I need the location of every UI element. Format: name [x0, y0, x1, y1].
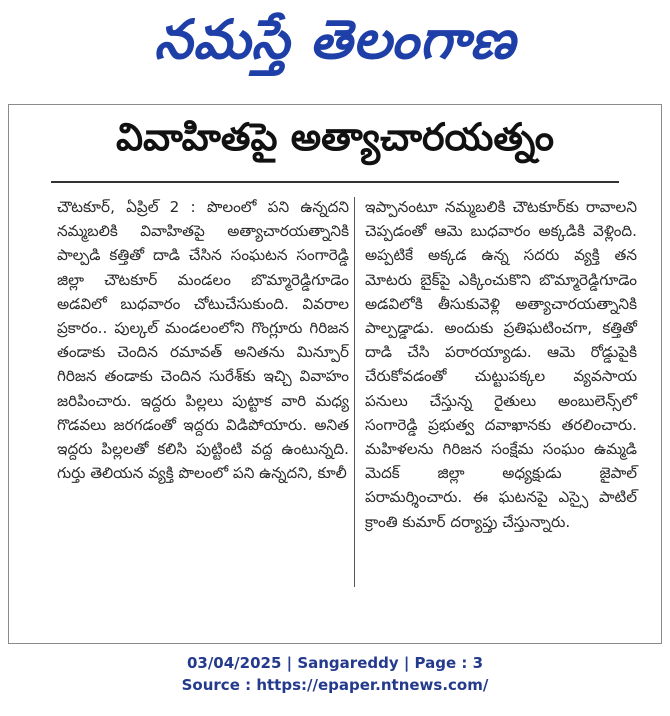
newspaper-logo-title: నమస్తే తెలంగాణ [154, 7, 516, 71]
article-column-left: చౌటకూర్, ఏప్రిల్ 2 : పొలంలో పని ఉన్నదని నమ్మబలికి వివాహితపై అత్యాచారయత్నానికి పాల్పడి కత్తితో దాడి చేసిన సంఘటన సంగారెడ్డి జిల్లా చౌటకూర్ మండలం బొమ్మారెడ్డిగూడెం అడవిలో బుధవారం చోటుచేసుకుంది. వివరాల ప్రకారం.. పుల్కల్ మండలంలోని గొంగ్లూరు గిరిజన తండాకు చెందిన రమావత్ అనితను మిన్పూర్ గిరిజన తండాకు చెందిన సురేశ్‌కు ఇచ్చి వివాహం జరిపించారు. ఇద్దరు పిల్లలు పుట్టాక వారి మధ్య గొడవలు జరగడంతో ఇద్దరు విడిపోయారు. అనిత ఇద్దరు పిల్లలతో కలిసి పుట్టింటి వద్ద ఉంటున్నది. గుర్తు తెలియన వ్యక్తి పొలంలో పని ఉన్నదని, కూలీ [57, 198, 349, 483]
column-divider [354, 197, 355, 587]
masthead [0, 0, 670, 92]
article-clipping [8, 104, 662, 644]
footer-date-edition: 03/04/2025 | Sangareddy | Page : 3 [186, 654, 484, 672]
footer [0, 652, 670, 696]
article-column-right: ఇప్పానంటూ నమ్మబలికి చౌటకూర్‌కు రావాలని చెప్పడంతో ఆమె బుధవారం అక్కడికి వెళ్లింది. అప్పటికే అక్కడ ఉన్న సదరు వ్యక్తి తన మోటరు బైక్‌పై ఎక్కించుకొని బొమ్మారెడ్డిగూడెం అడవిలోకి తీసుకువెళ్లి అత్యాచారయత్నానికి పాల్పడ్డాడు. అందుకు ప్రతిఘటించగా, కత్తితో దాడి చేసి పరారయ్యాడు. ఆమె రోడ్డుపైకి చేరుకోవడంతో చుట్టుపక్కల వ్యవసాయ పనులు చేస్తున్న రైతులు అంబులెన్స్‌లో సంగారెడ్డి ప్రభుత్వ దవాఖానకు తరలించారు. మహిళలను గిరిజన సంక్షేమ సంఘం ఉమ్మడి మెదక్ జిల్లా అధ్యక్షుడు జైపాల్ పరామర్శించారు. ఈ ఘటనపై ఎస్సై పాటిల్ క్రాంతి కుమార్ దర్యాప్తు చేస్తున్నారు. [365, 198, 637, 531]
headline-rule [51, 181, 619, 183]
article-headline: వివాహితపై అత్యాచారయత్నం [116, 115, 554, 159]
footer-source: Source : https://epaper.ntnews.com/ [181, 676, 489, 694]
